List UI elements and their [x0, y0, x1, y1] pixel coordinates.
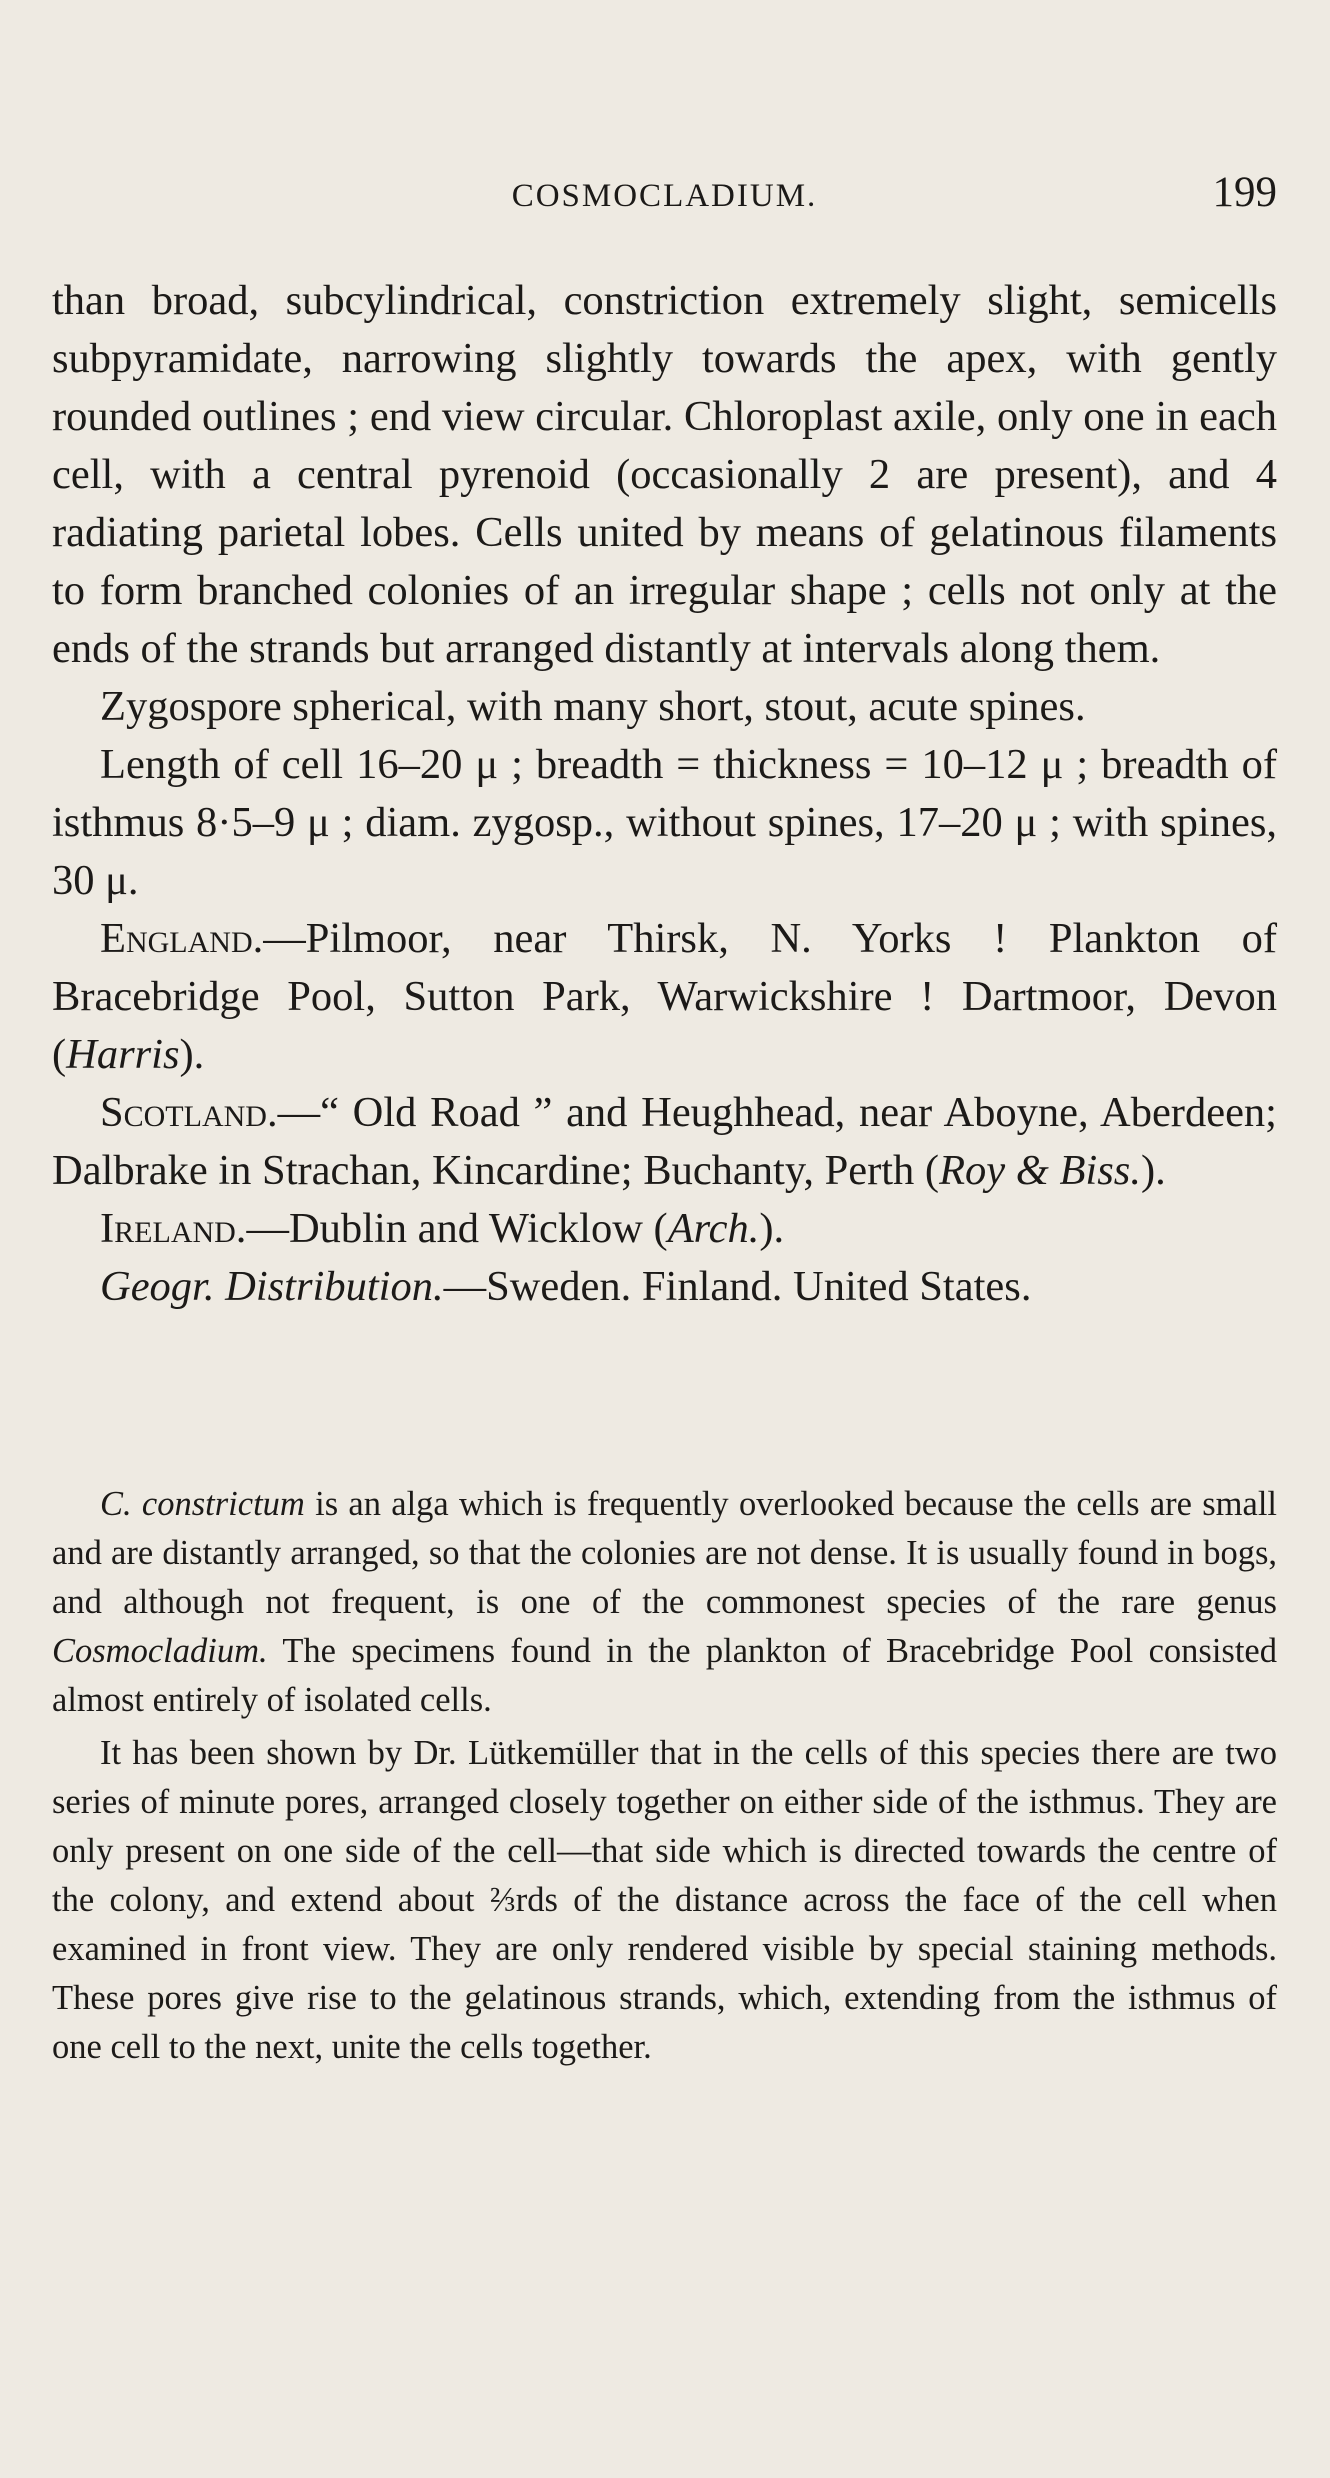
description-continuation: than broad, subcylindrical, constriction extremely slight, semicells subpyramidate, narrowing slightly towards the apex, with gently rounded outlines ; end view circular. Chloroplast axile, only one in each cell, with a central pyrenoid (occasionally 2 are present), and 4 radiating parietal lobes. Cells united by means of gelatinous filaments to form branched colonies of an irregular shape ; cells not only at the ends of the strands but arranged distantly at intervals along them. [52, 277, 1277, 672]
locality-england [52, 910, 1277, 1084]
notes-paragraph-2: It has been shown by Dr. Lütkemüller that in the cells of this species there are two series of minute pores, arranged closely together on either side of the isthmus. They are only present on one side of the cell—that side which is directed towards the centre of the colony, and extend about ⅔rds of the distance across the face of the cell when examined in front view. They are only rendered visible by special staining methods. These pores give rise to the gelatinous strands, which, extending from the isthmus of one cell to the next, unite the cells together. [52, 1734, 1277, 2066]
notes-paragraph-1-text-b: The specimens found in the plankton of Bracebridge Pool consisted almost entirely of isolated cells. [52, 1632, 1277, 1719]
region-label-ireland: Ireland. [100, 1205, 247, 1252]
page-number: 199 [1212, 169, 1277, 216]
locality-ireland-text: —Dublin and Wicklow ( [246, 1205, 668, 1252]
authority-roy-biss: Roy & Biss. [939, 1147, 1141, 1194]
authority-arch: Arch. [667, 1205, 760, 1252]
species-name: C. constrictum [100, 1485, 305, 1523]
locality-ireland [52, 1200, 1277, 1258]
locality-england-text: —Pilmoor, near Thirsk, N. Yorks ! Plankton of Bracebridge Pool, Sutton Park, Warwickshire ! Dartmoor, Devon ( [52, 915, 1277, 1078]
region-label-scotland: Scotland. [100, 1089, 278, 1136]
distribution-text: —Sweden. Finland. United States. [443, 1263, 1032, 1310]
locality-england-end: ). [179, 1031, 205, 1078]
region-label-england: England. [100, 915, 264, 962]
page-header [52, 160, 1277, 220]
species-description [52, 272, 1277, 1316]
locality-scotland-text: —“ Old Road ” and Heughhead, near Aboyne, Aberdeen; Dalbrake in Strachan, Kincardine; Buchanty, Perth ( [52, 1089, 1277, 1194]
zygospore-paragraph: Zygospore spherical, with many short, stout, acute spines. [100, 683, 1086, 730]
notes-paragraph-1-text-a: is an alga which is frequently overlooked because the cells are small and are distantly arranged, so that the colonies are not dense. It is usually found in bogs, and although not frequent, is one of the commonest species of the rare genus [52, 1485, 1277, 1621]
locality-scotland [52, 1084, 1277, 1200]
locality-scotland-end: ). [1140, 1147, 1166, 1194]
locality-ireland-end: ). [759, 1205, 785, 1252]
running-title: COSMOCLADIUM. [511, 178, 818, 214]
dimensions-paragraph: Length of cell 16–20 μ ; breadth = thickness = 10–12 μ ; breadth of isthmus 8·5–9 μ ; diam. zygosp., without spines, 17–20 μ ; with spines, 30 μ. [52, 741, 1277, 904]
notes-paragraph-1 [52, 1480, 1277, 1725]
species-notes [52, 1480, 1277, 2072]
geographic-distribution [52, 1258, 1277, 1316]
genus-name: Cosmocladium. [52, 1632, 268, 1670]
authority-harris: Harris [66, 1031, 180, 1078]
distribution-label: Geogr. Distribution. [100, 1263, 444, 1310]
